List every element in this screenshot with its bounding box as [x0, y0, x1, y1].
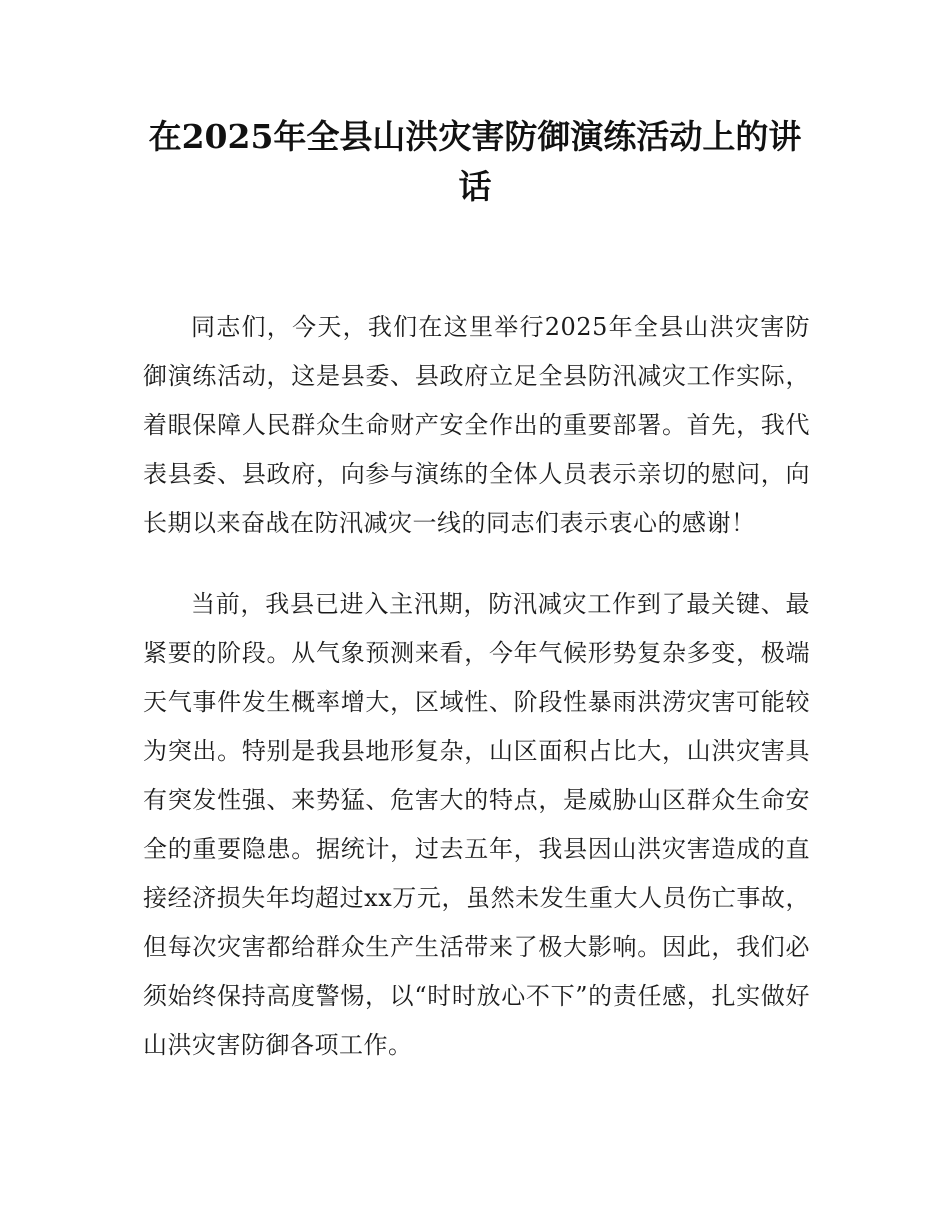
document-body: [143, 303, 810, 1102]
document-title: 在2025年全县山洪灾害防御演练活动上的讲话: [148, 117, 802, 206]
paragraph-opening: 同志们，今天，我们在这里举行2025年全县山洪灾害防御演练活动，这是县委、县政府立足全县防汛减灾工作实际，着眼保障人民群众生命财产安全作出的重要部署。首先，我代表县委、县政府，向参与演练的全体人员表示亲切的慰问，向长期以来奋战在防汛减灾一线的同志们表示衷心的感谢！: [143, 313, 810, 537]
paragraph-situation: 当前，我县已进入主汛期，防汛减灾工作到了最关键、最紧要的阶段。从气象预测来看，今年气候形势复杂多变，极端天气事件发生概率增大，区域性、阶段性暴雨洪涝灾害可能较为突出。特别是我县地形复杂，山区面积占比大，山洪灾害具有突发性强、来势猛、危害大的特点，是威胁山区群众生命安全的重要隐患。据统计，过去五年，我县因山洪灾害造成的直接经济损失年均超过xx万元，虽然未发生重大人员伤亡事故，但每次灾害都给群众生产生活带来了极大影响。因此，我们必须始终保持高度警惕，以“时时放心不下”的责任感，扎实做好山洪灾害防御各项工作。: [143, 590, 810, 1059]
